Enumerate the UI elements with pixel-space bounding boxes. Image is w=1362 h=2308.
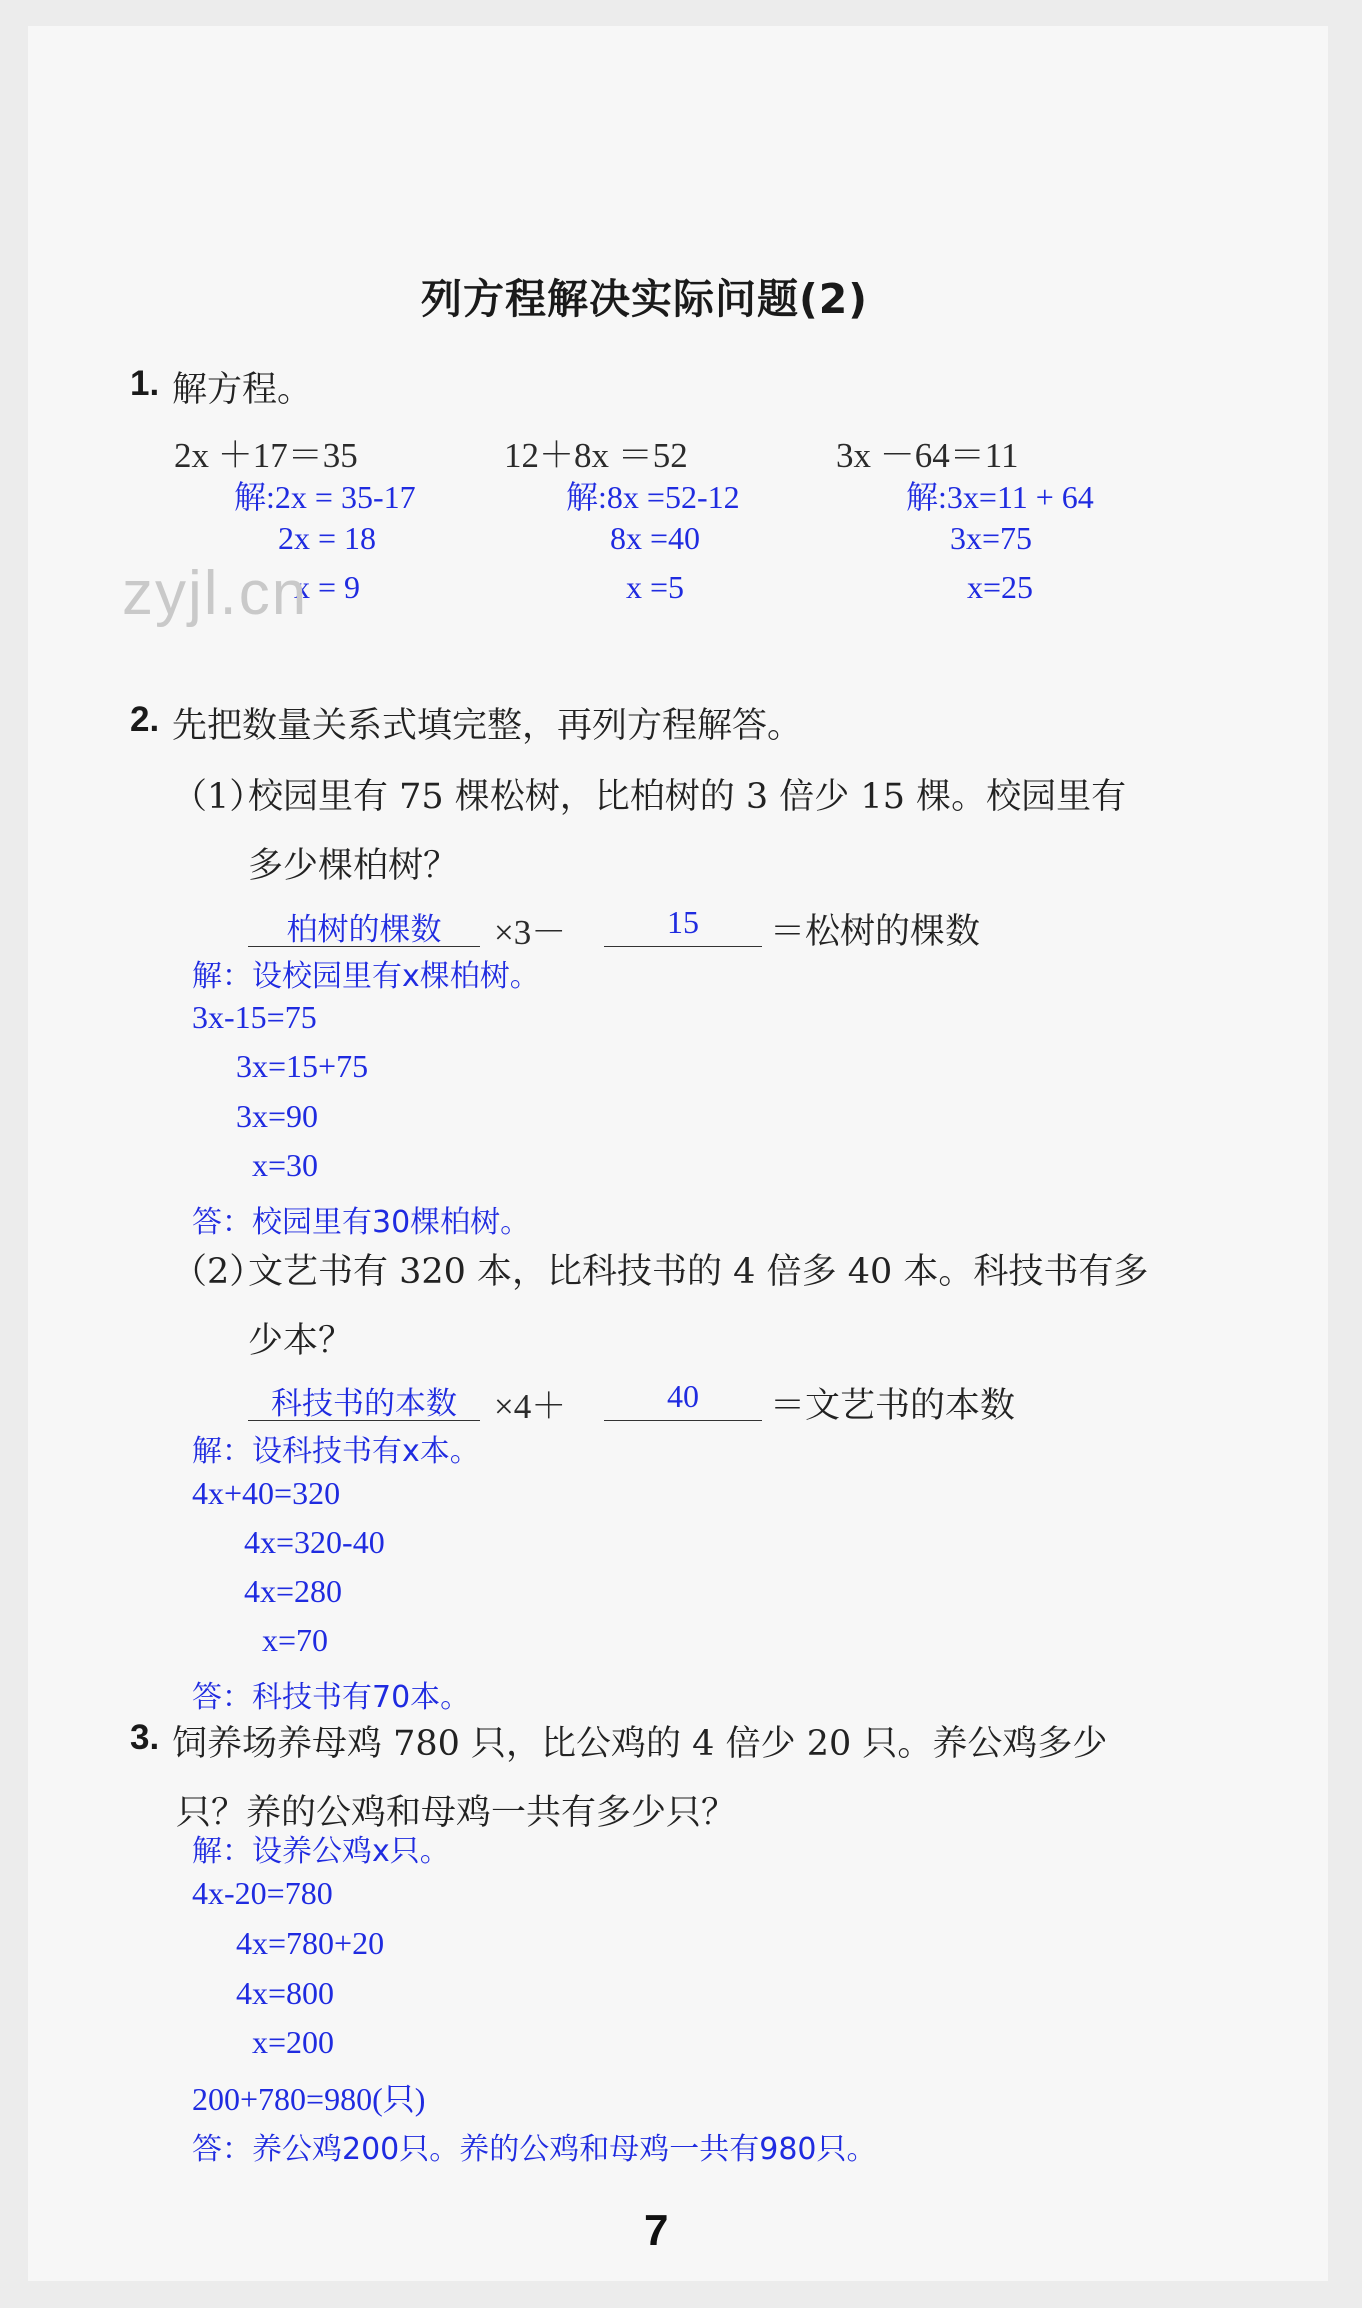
q1-eq2-step-3: x =5	[626, 569, 685, 605]
q2-part1-rhs: ＝松树的棵数	[770, 912, 981, 952]
q1-equation-2: 12＋8x ＝52	[504, 436, 688, 475]
q2-part1-blank-2[interactable]	[604, 946, 762, 947]
q2-part1-blank-2-answer: 15	[667, 904, 699, 940]
q2-part1-line1: 校园里有 75 棵松树，比柏树的 3 倍少 15 棵。校园里有	[248, 777, 1127, 817]
q2-part1-solution-step-2: 3x=15+75	[236, 1048, 369, 1084]
q2-part2-blank-1-answer: 科技书的本数	[271, 1386, 457, 1422]
q1-equation-1: 2x ＋17＝35	[174, 436, 358, 475]
q3-solution-step-1: 4x-20=780	[192, 1875, 333, 1911]
q2-part2-solution-step-1: 4x+40=320	[192, 1475, 341, 1511]
q2-part1-solution-step-1: 3x-15=75	[192, 999, 317, 1035]
q1-eq1-step-2: 2x = 18	[278, 520, 377, 556]
watermark: zyjl.cn	[122, 559, 309, 628]
q3-line2: 只？养的公鸡和母鸡一共有多少只？	[176, 1793, 737, 1833]
q2-part1-operator: ×3－	[494, 913, 567, 952]
q2-part1-solution-let: 解：设校园里有x棵柏树。	[192, 959, 540, 994]
page-number: 7	[644, 2206, 669, 2255]
q2-part2-solution-step-3: 4x=280	[244, 1573, 343, 1609]
q2-part2-blank-2-answer: 40	[667, 1378, 699, 1414]
q1-prompt: 解方程。	[172, 370, 313, 410]
q3-line1: 饲养场养母鸡 780 只，比公鸡的 4 倍少 20 只。养公鸡多少	[172, 1724, 1108, 1764]
q2-part1-solution-step-4: x=30	[252, 1147, 319, 1183]
q1-eq2-step-1: 解:8x =52-12	[566, 479, 740, 515]
q3-solution-total: 200+780=980(只)	[192, 2081, 426, 2117]
q3-number: 3.	[130, 1718, 160, 1757]
q1-eq3-step-2: 3x=75	[950, 520, 1033, 556]
q2-part1-solution-step-3: 3x=90	[236, 1098, 319, 1134]
q3-solution-let: 解：设养公鸡x只。	[192, 1834, 450, 1869]
q1-eq3-step-3: x=25	[967, 569, 1034, 605]
q1-eq2-step-2: 8x =40	[610, 520, 701, 556]
q2-part2-line2: 少本？	[248, 1321, 354, 1361]
q2-part2-line1: 文艺书有 320 本，比科技书的 4 倍多 40 本。科技书有多	[248, 1252, 1149, 1292]
q3-answer: 答：养公鸡200只。养的公鸡和母鸡一共有980只。	[192, 2132, 877, 2167]
q3-solution-step-3: 4x=800	[236, 1975, 335, 2011]
q2-part2-solution-step-4: x=70	[262, 1622, 329, 1658]
q3-solution-step-4: x=200	[252, 2024, 335, 2060]
page-title: 列方程解决实际问题(2)	[421, 275, 869, 323]
q2-part2-label: （2）	[172, 1252, 265, 1292]
q2-part2-solution-step-2: 4x=320-40	[244, 1524, 385, 1560]
q1-equation-3: 3x －64＝11	[836, 436, 1019, 475]
q3-solution-step-2: 4x=780+20	[236, 1925, 385, 1961]
q2-part1-blank-1-answer: 柏树的棵数	[286, 912, 442, 948]
q2-part1-answer: 答：校园里有30棵柏树。	[192, 1205, 531, 1240]
q2-part1-label: （1）	[172, 777, 265, 817]
q2-number: 2.	[130, 700, 160, 739]
q2-part2-solution-let: 解：设科技书有x本。	[192, 1434, 480, 1469]
q2-prompt: 先把数量关系式填完整，再列方程解答。	[172, 706, 803, 746]
q2-part2-rhs: ＝文艺书的本数	[770, 1386, 1016, 1426]
q2-part2-operator: ×4＋	[494, 1387, 567, 1426]
q1-eq3-step-1: 解:3x=11 + 64	[906, 479, 1094, 515]
q2-part2-blank-2[interactable]	[604, 1420, 762, 1421]
q2-part2-answer: 答：科技书有70本。	[192, 1680, 471, 1715]
q1-number: 1.	[130, 364, 160, 403]
q2-part1-line2: 多少棵柏树？	[248, 846, 459, 886]
q1-eq1-step-3: x = 9	[294, 569, 361, 605]
q1-eq1-step-1: 解:2x = 35-17	[234, 479, 416, 515]
